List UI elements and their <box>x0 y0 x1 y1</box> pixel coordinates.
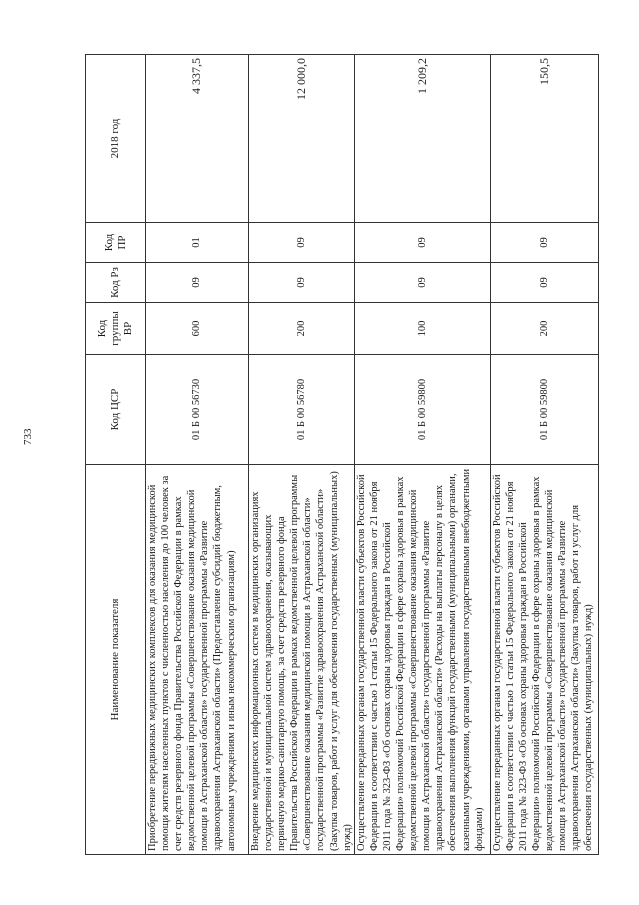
table-row <box>146 55 249 855</box>
header-rz: Код Рз <box>86 263 146 303</box>
row-name: Внедрение медицинских информационных систем в медицинских организациях государственной и муниципальной систем здравоохранения, оказывающих первичную медико-санитарную помощь, за счет средств резервного фонда Правительства Российской Федерации в рамках ведомственной целевой программы «Совершенствование оказания медицинской помощи в Астраханской области» государственной программы «Развитие здравоохранения Астраханской области» (Закупка товаров, работ и услуг для обеспечения государственных (муниципальных) нужд) <box>249 465 355 855</box>
row-pr: 09 <box>249 223 355 263</box>
table-row <box>354 55 490 855</box>
row-value: 150,5 <box>490 55 598 223</box>
header-csr: Код ЦСР <box>86 355 146 465</box>
header-year: 2018 год <box>86 55 146 223</box>
header-pr: Код ПР <box>86 223 146 263</box>
row-rz: 09 <box>354 263 490 303</box>
row-rz: 09 <box>146 263 249 303</box>
row-vr: 200 <box>249 303 355 355</box>
header-vr: Код группы ВР <box>86 303 146 355</box>
page-number: 733 <box>22 428 34 445</box>
rotated-page-content <box>85 55 595 855</box>
row-vr: 100 <box>354 303 490 355</box>
row-vr: 200 <box>490 303 598 355</box>
row-name: Приобретение передвижных медицинских комплексов для оказания медицинской помощи жителям населенных пунктов с численностью населения до 100 человек за счет средств резервного фонда Правительства Российской Федерации в рамках ведомственной целевой программы «Совершенствование оказания медицинской помощи в Астраханской области» государственной программы «Развитие здравоохранения Астраханской области» (Предоставление субсидий бюджетным, автономным учреждениям и иным некоммерческим организациям) <box>146 465 249 855</box>
row-value: 12 000,0 <box>249 55 355 223</box>
row-name: Осуществление переданных органам государственной власти субъектов Российской Федерации в соответствии с частью 1 статьи 15 Федерального закона от 21 ноября 2011 года № 323-ФЗ «Об основах охраны здоровья граждан в Российской Федерации» полномочий Российской Федерации в сфере охраны здоровья в рамках ведомственной целевой программы «Совершенствование оказания медицинской помощи в Астраханской области» государственной программы «Развитие здравоохранения Астраханской области» (Закупка товаров, работ и услуг для обеспечения государственных (муниципальных) нужд) <box>490 465 598 855</box>
row-value: 1 209,2 <box>354 55 490 223</box>
budget-table <box>85 54 599 855</box>
row-pr: 09 <box>490 223 598 263</box>
row-rz: 09 <box>490 263 598 303</box>
row-csr: 01 Б 00 59800 <box>490 355 598 465</box>
row-pr: 09 <box>354 223 490 263</box>
row-pr: 01 <box>146 223 249 263</box>
row-name: Осуществление переданных органам государственной власти субъектов Российской Федерации в соответствии с частью 1 статьи 15 Федерального закона от 21 ноября 2011 года № 323-ФЗ «Об основах охраны здоровья граждан в Российской Федерации» полномочий Российской Федерации в сфере охраны здоровья в рамках ведомственной целевой программы «Совершенствование оказания медицинской помощи в Астраханской области» государственной программы «Развитие здравоохранения Астраханской области» (Расходы на выплаты персоналу в целях обеспечения выполнения функций государственными (муниципальными) органами, казенными учреждениями, органами управления государственными внебюджетными фондами) <box>354 465 490 855</box>
header-name: Наименование показателя <box>86 465 146 855</box>
table-row <box>249 55 355 855</box>
row-csr: 01 Б 00 56780 <box>249 355 355 465</box>
row-rz: 09 <box>249 263 355 303</box>
row-vr: 600 <box>146 303 249 355</box>
row-csr: 01 Б 00 56730 <box>146 355 249 465</box>
table-header-row <box>86 55 146 855</box>
table-row <box>490 55 598 855</box>
row-csr: 01 Б 00 59800 <box>354 355 490 465</box>
row-value: 4 337,5 <box>146 55 249 223</box>
